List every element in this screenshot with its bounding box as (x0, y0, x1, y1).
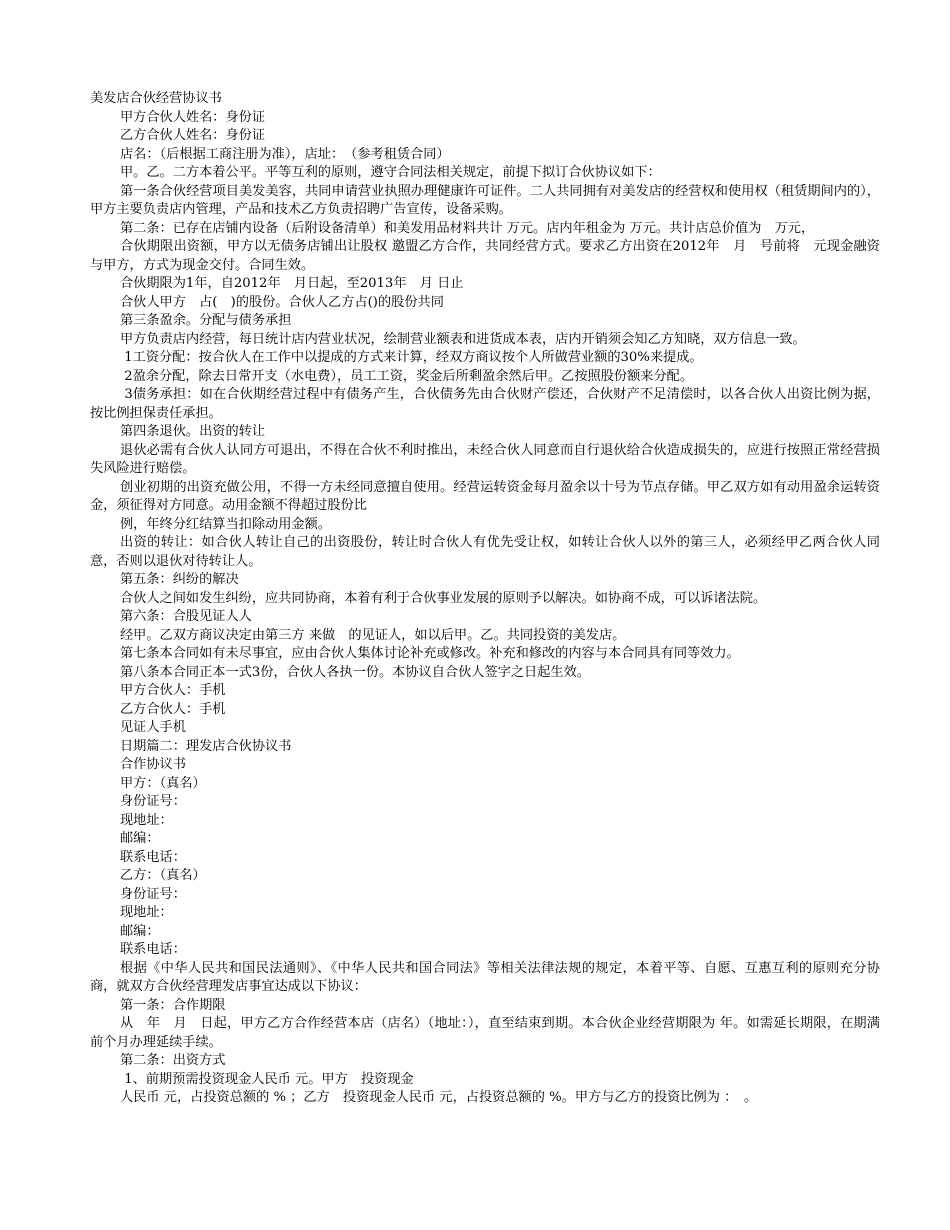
document-paragraph: 1、前期预需投资现金人民币 元。甲方 投资现金 (120, 1071, 414, 1087)
document-paragraph: 见证人手机 (120, 720, 186, 735)
document-paragraph: 从 年 月 日起，甲方乙方合作经营本店（店名）（地址：），直至结束到期。本合伙企业经营期限为 年。如需延长期限，在期满前个月办理延续手续。 (90, 1016, 880, 1050)
document-paragraph: 甲。乙。二方本着公平。平等互利的原则，遵守合同法相关规定，前提下拟订合伙协议如下： (120, 165, 661, 180)
document-paragraph: 邮编： (120, 923, 160, 939)
document-paragraph: 乙方合伙人：手机 (120, 701, 226, 717)
document-paragraph: 出资的转让：如合伙人转让自己的出资股份，转让时合伙人有优先受让权，如转让合伙人以外的第三人，必须经甲乙两合伙人同意，否则以退伙对待转让人。 (90, 535, 880, 569)
document-paragraph: 经甲。乙双方商议决定由第三方 来做 的见证人，如以后甲。乙。共同投资的美发店。 (120, 627, 626, 643)
document-paragraph: 合伙期限为1年，自2012年 月日起，至2013年 月 日止 (120, 276, 464, 291)
document-paragraph: 例，年终分红结算当扣除动用金额。 (120, 516, 331, 532)
document-paragraph: 人民币 元，占投资总额的 % ；乙方 投资现金人民币 元，占投资总额的 %。甲方与乙方的投资比例为 ： 。 (120, 1090, 758, 1105)
document-paragraph: 第四条退伙。出资的转让 (120, 424, 266, 439)
document-paragraph: 退伙必需有合伙人认同方可退出，不得在合伙不利时推出，未经合伙人同意而自行退伙给合伙造成损失的，应进行按照正常经营损失风险进行赔偿。 (90, 442, 880, 476)
document-paragraph: 根据《中华人民共和国民法通则》、《中华人民共和国合同法》等相关法律法规的规定，本着平等、自愿、互惠互利的原则充分协商，就双方合伙经营理发店事宜达成以下协议： (90, 960, 880, 994)
document-paragraph: 第一条：合作期限 (120, 997, 226, 1013)
document-paragraph: 第三条盈余。分配与债务承担 (120, 313, 292, 328)
document-paragraph: 第七条本合同如有未尽事宜，应由合伙人集体讨论补充或修改。补充和修改的内容与本合同具有同等效力。 (120, 646, 740, 661)
document-body (90, 109, 880, 1108)
document-paragraph: 店名：（后根据工商注册为准），店址： （参考租赁合同） (120, 146, 450, 162)
document-paragraph: 第八条本合同正本一式3份，合伙人各执一份。本协议自合伙人签字之日起生效。 (120, 664, 590, 680)
document-paragraph: 甲方合伙人：手机 (120, 683, 226, 698)
document-paragraph: 第二条：已存在店铺内设备（后附设备清单）和美发用品材料共计 万元。店内年租金为 万元。共计店总价值为 万元， (120, 220, 815, 236)
document-paragraph: 乙方：（真名） (120, 868, 206, 883)
document-paragraph: 甲方：（真名） (120, 775, 206, 791)
document-paragraph: 联系电话： (120, 942, 186, 957)
document-title: 美发店合伙经营协议书 (90, 91, 222, 106)
document-paragraph: 日期篇二：理发店合伙协议书 (120, 738, 292, 754)
document-paragraph: 邮编： (120, 831, 160, 846)
document-paragraph: 第五条：纠纷的解决 (120, 572, 239, 587)
document-paragraph: 甲方负责店内经营，每日统计店内营业状况，绘制营业额表和进货成本表，店内开销须会知乙方知晓，双方信息一致。 (120, 331, 806, 347)
document-paragraph: 身份证号： (120, 794, 186, 809)
document-paragraph: 联系电话： (120, 849, 186, 865)
document-paragraph: 第一条合伙经营项目美发美容，共同申请营业执照办理健康许可证件。二人共同拥有对美发店的经营权和使用权（租赁期间内的），甲方主要负责店内管理，产品和技术乙方负责招聘广告宣传，设备采购。 (90, 183, 880, 217)
document-paragraph: 第二条：出资方式 (120, 1053, 226, 1068)
document-paragraph: 乙方合伙人姓名：身份证 (120, 128, 266, 143)
document-paragraph: 合伙人甲方 占( )的股份。合伙人乙方占()的股份共同 (120, 294, 444, 310)
document-paragraph: 2盈余分配，除去日常开支（水电费），员工工资，奖金后所剩盈余然后甲。乙按照股份额来分配。 (120, 368, 694, 384)
document-paragraph: 合作协议书 (120, 757, 186, 772)
document-paragraph: 第六条：合股见证人人 (120, 609, 252, 624)
document-paragraph: 现地址： (120, 812, 173, 828)
document-paragraph: 现地址： (120, 905, 173, 920)
document-paragraph: 甲方合伙人姓名：身份证 (120, 109, 266, 125)
document-paragraph: 3债务承担：如在合伙期经营过程中有债务产生，合伙债务先由合伙财产偿还，合伙财产不足清偿时，以各合伙人出资比例为据，按比例担保责任承担。 (90, 387, 880, 421)
document-paragraph: 合伙期限出资额，甲方以无债务店铺出让股权 邀盟乙方合作，共同经营方式。要求乙方出资在2012年 月 号前将 元现金融资与甲方，方式为现金交付。合同生效。 (90, 239, 880, 273)
document-paragraph: 创业初期的出资充做公用，不得一方未经同意擅自使用。经营运转资金每月盈余以十号为节点存储。甲乙双方如有动用盈余运转资金，须征得对方同意。动用金额不得超过股份比 (90, 479, 880, 513)
document-page (90, 90, 880, 1108)
document-paragraph: 身份证号： (120, 886, 186, 902)
document-paragraph: 合伙人之间如发生纠纷，应共同协商，本着有利于合伙事业发展的原则予以解决。如协商不成，可以诉诸法院。 (120, 590, 767, 606)
document-paragraph: 1工资分配：按合伙人在工作中以提成的方式来计算，经双方商议按个人所做营业额的30%来提成。 (120, 350, 703, 365)
